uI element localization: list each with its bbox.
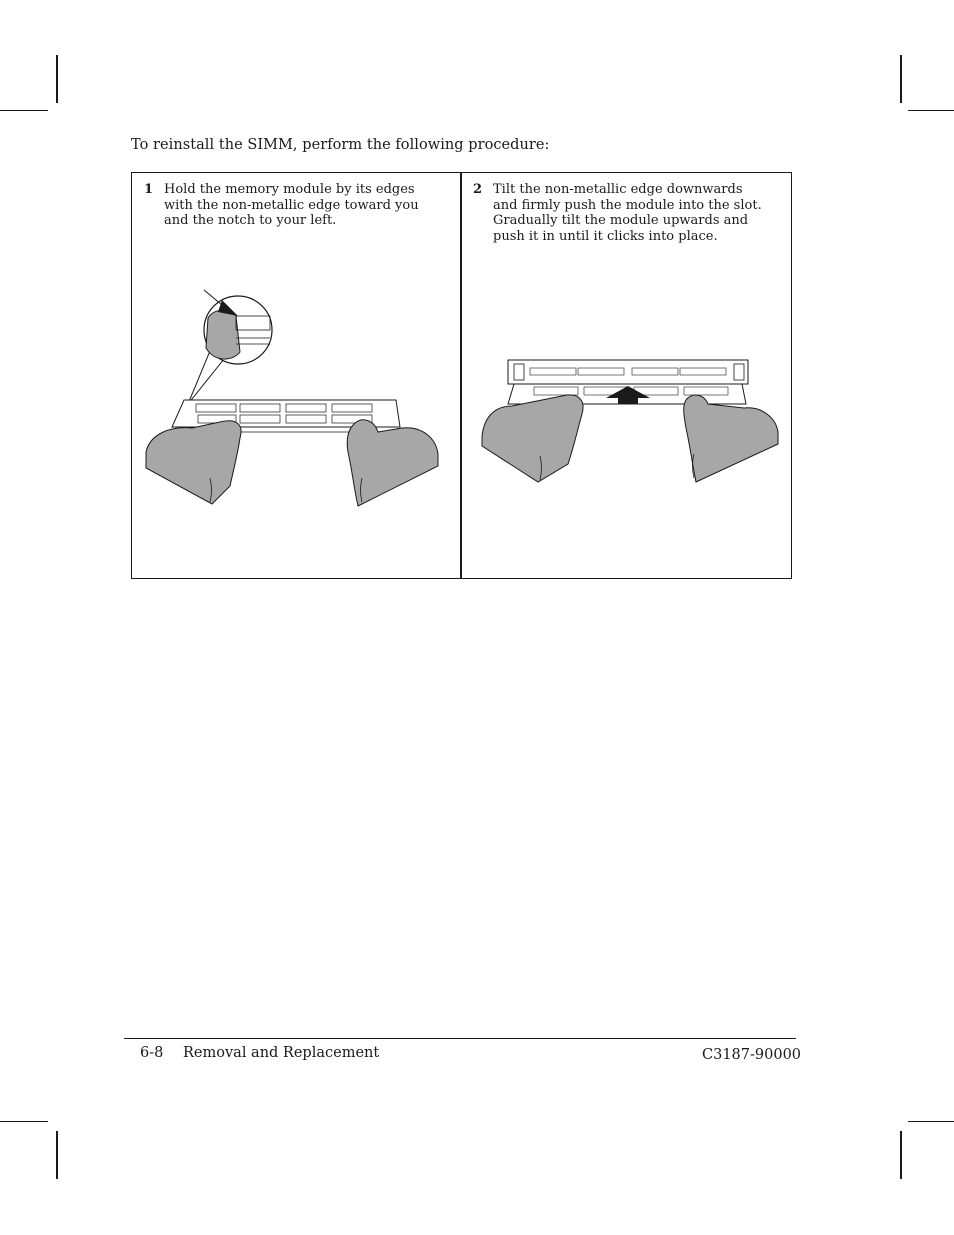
crop-mark [0, 1121, 48, 1122]
crop-mark [900, 55, 902, 103]
footer-page-number: 6-8 [140, 1045, 164, 1061]
step-text: Tilt the non-metallic edge downwards and firmly push the module into the slot. Gradually tilt the module upwards and push it in until it clicks into place. [493, 182, 762, 245]
intro-text: To reinstall the SIMM, perform the following procedure: [131, 137, 550, 153]
crop-mark [908, 110, 954, 111]
step-number: 1 [144, 182, 154, 197]
procedure-divider [460, 172, 462, 579]
crop-mark [908, 1121, 954, 1122]
footer-section-title: Removal and Replacement [183, 1045, 380, 1061]
simm-insert-illustration [478, 356, 783, 486]
crop-mark [56, 1131, 58, 1179]
simm-hold-illustration [140, 282, 445, 512]
crop-mark [0, 110, 48, 111]
footer-doc-number: C3187-90000 [702, 1047, 802, 1063]
footer-rule [124, 1038, 796, 1039]
step-number: 2 [473, 182, 483, 197]
crop-mark [56, 55, 58, 103]
crop-mark [900, 1131, 902, 1179]
step-text: Hold the memory module by its edges with the non-metallic edge toward you and the notch to your left. [164, 182, 419, 229]
